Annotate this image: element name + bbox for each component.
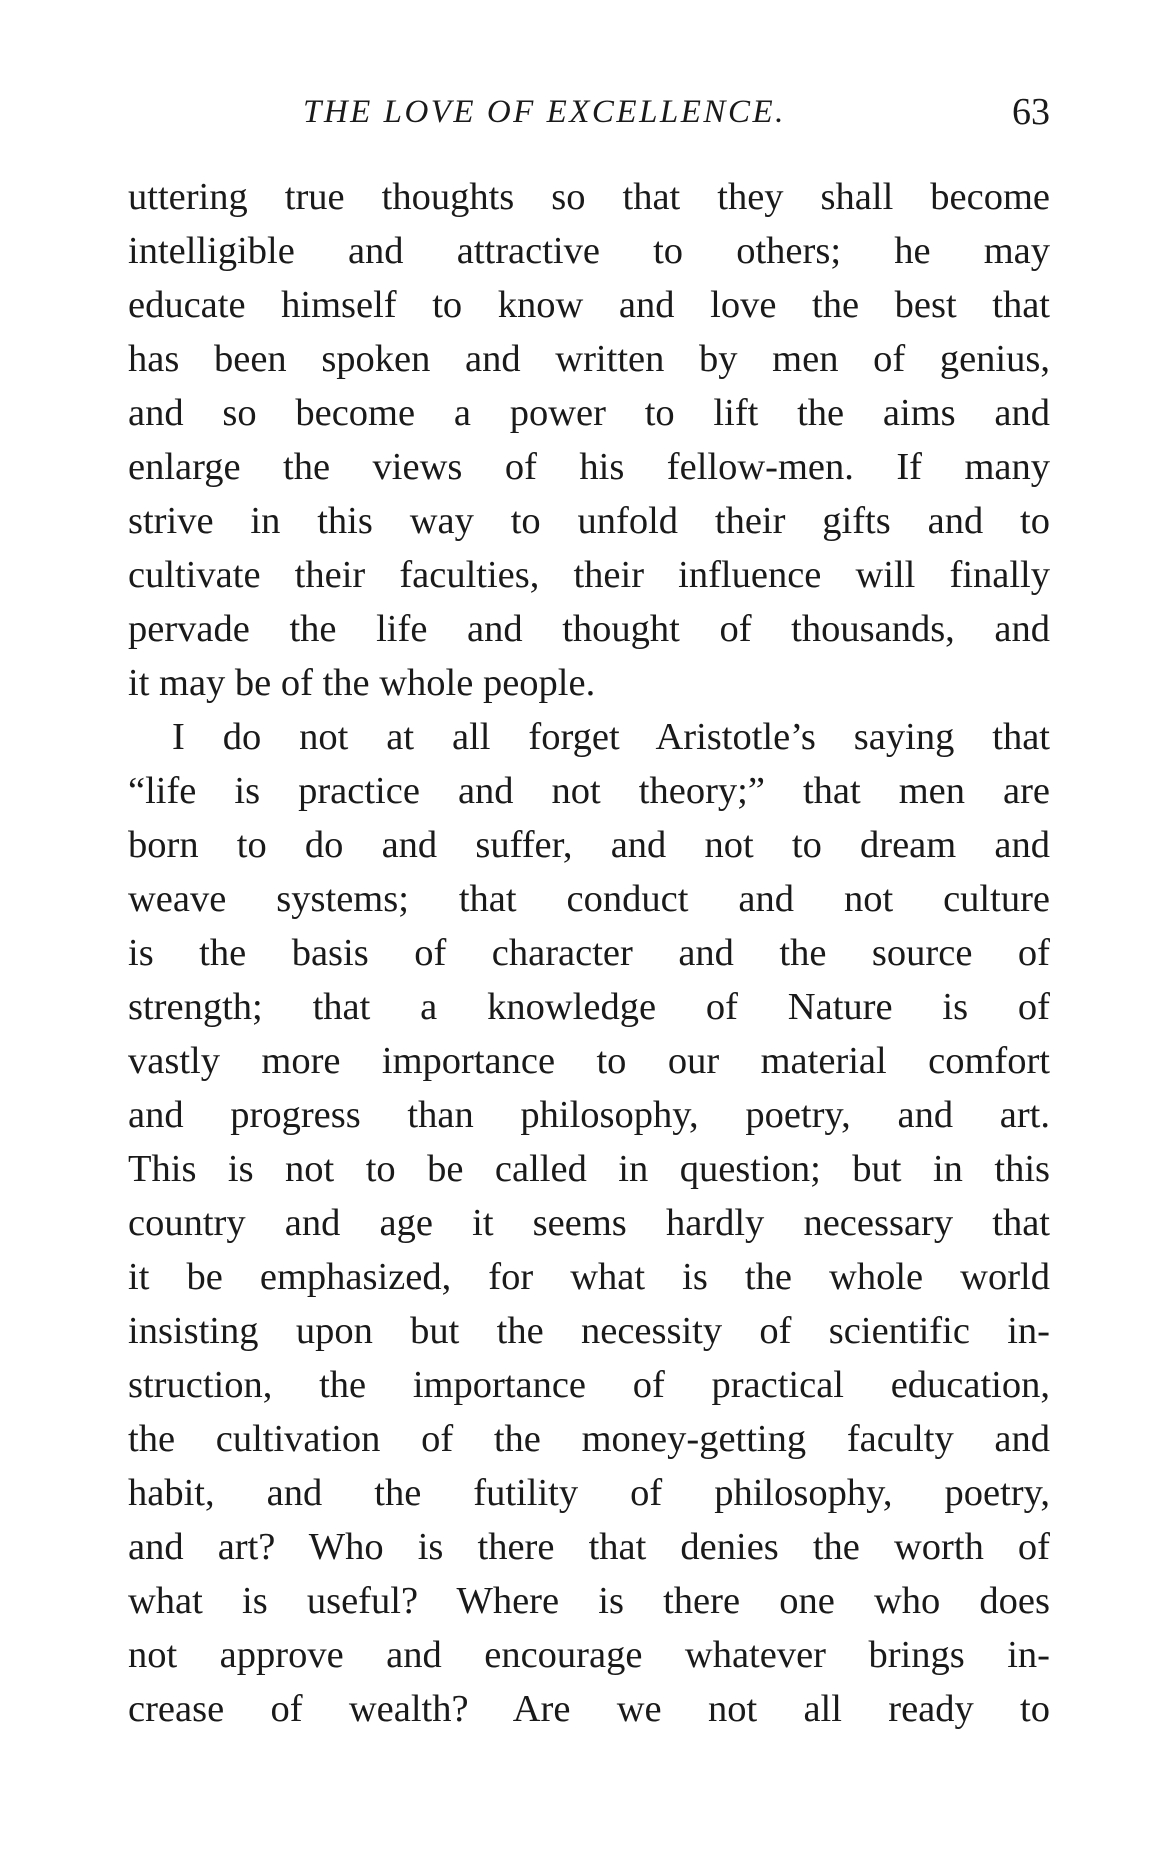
- text-line: has been spoken and written by men of genius,: [128, 338, 1050, 380]
- text-line: and art? Who is there that denies the worth of: [128, 1526, 1050, 1568]
- body-text: [128, 170, 1050, 1736]
- text-line: This is not to be called in question; but in this: [128, 1148, 1050, 1190]
- text-line: cultivate their faculties, their influence will finally: [128, 554, 1050, 596]
- page-number: 63: [1012, 91, 1050, 133]
- text-line: and progress than philosophy, poetry, and art.: [128, 1094, 1050, 1136]
- text-line: it be emphasized, for what is the whole world: [128, 1256, 1050, 1298]
- text-line: and so become a power to lift the aims and: [128, 392, 1050, 434]
- text-line: born to do and suffer, and not to dream and: [128, 824, 1050, 866]
- running-title: THE LOVE OF EXCELLENCE.: [303, 94, 786, 130]
- running-head: [128, 88, 1050, 136]
- text-line: educate himself to know and love the best that: [128, 284, 1050, 326]
- text-line: habit, and the futility of philosophy, poetry,: [128, 1472, 1050, 1514]
- text-line: not approve and encourage whatever brings in-: [128, 1634, 1050, 1676]
- text-line: strive in this way to unfold their gifts and to: [128, 500, 1050, 542]
- text-line: pervade the life and thought of thousands, and: [128, 608, 1050, 650]
- text-line: crease of wealth? Are we not all ready to: [128, 1688, 1050, 1730]
- text-line: vastly more importance to our material comfort: [128, 1040, 1050, 1082]
- paragraph-2: [128, 710, 1050, 1736]
- text-line: enlarge the views of his fellow-men. If many: [128, 446, 1050, 488]
- text-line: is the basis of character and the source of: [128, 932, 1050, 974]
- text-line: country and age it seems hardly necessary that: [128, 1202, 1050, 1244]
- text-line: it may be of the whole people.: [128, 662, 596, 704]
- text-line: struction, the importance of practical education,: [128, 1364, 1050, 1406]
- paragraph-1: [128, 170, 1050, 710]
- text-line: insisting upon but the necessity of scientific in-: [128, 1310, 1050, 1352]
- text-line: uttering true thoughts so that they shall become: [128, 176, 1050, 218]
- text-line: “life is practice and not theory;” that men are: [128, 770, 1050, 812]
- text-line: I do not at all forget Aristotle’s saying that: [172, 716, 1050, 758]
- text-line: intelligible and attractive to others; he may: [128, 230, 1050, 272]
- text-line: what is useful? Where is there one who does: [128, 1580, 1050, 1622]
- text-line: strength; that a knowledge of Nature is of: [128, 986, 1050, 1028]
- text-line: the cultivation of the money-getting faculty and: [128, 1418, 1050, 1460]
- text-line: weave systems; that conduct and not culture: [128, 878, 1050, 920]
